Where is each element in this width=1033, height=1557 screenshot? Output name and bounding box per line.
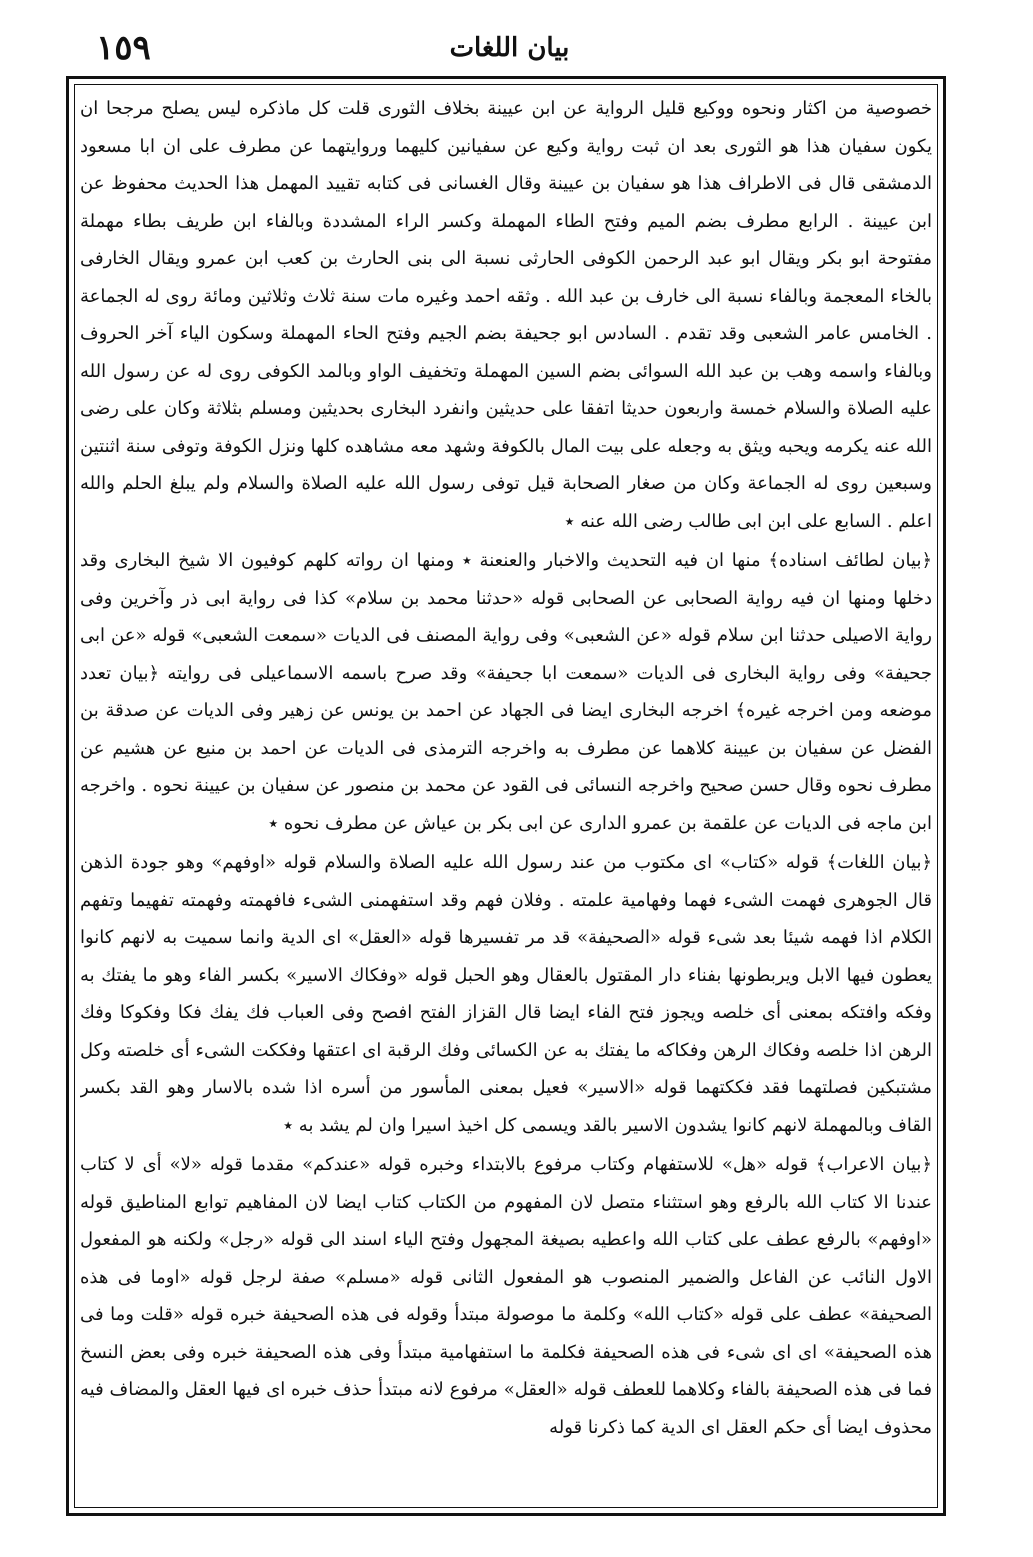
- page-header: [56, 24, 963, 72]
- paragraph-grammar: ﴿بيان الاعراب﴾ قوله «هل» للاستفهام وكتاب مرفوع بالابتداء وخبره قوله «عندكم» مقدما قوله «لا» أى لا كتاب عندنا الا كتاب الله بالرفع وهو استثناء متصل لان المفهوم من الكتاب كتاب ايضا لان المفاهيم توابع المناطيق قوله «اوفهم» بالرفع عطف على كتاب الله واعطيه بصيغة المجهول وفتح الياء اسند الى قوله «رجل» ولكنه هو المفعول الاول النائب عن الفاعل والضمير المنصوب هو المفعول الثانى قوله «مسلم» صفة لرجل قوله «اوما فى هذه الصحيفة» عطف على قوله «كتاب الله» وكلمة ما موصولة مبتدأ وقوله فى هذه الصحيفة خبره قوله «قلت وما فى هذه الصحيفة» اى اى شىء فى هذه الصحيفة فكلمة ما استفهامية مبتدأ وفى هذه الصحيفة خبره وفى بعض النسخ فما فى هذه الصحيفة بالفاء وكلاهما للعطف قوله «العقل» مرفوع لانه مبتدأ حذف خبره اى فيها العقل والمضاف فيه محذوف ايضا أى حكم العقل اى الدية كما ذكرنا قوله: [80, 1154, 932, 1438]
- page-body: [80, 90, 932, 1500]
- page-title: بيان اللغات: [449, 33, 570, 63]
- page-number: ١٥٩: [96, 28, 151, 68]
- paragraph-isnad-subtleties: ﴿بيان لطائف اسناده﴾ منها ان فيه التحديث والاخبار والعنعنة ٭ ومنها ان رواته كلهم كوفيون الا شيخ البخارى وقد دخلها ومنها ان فيه رواية الصحابى عن الصحابى قوله «حدثنا محمد بن سلام» كذا فى رواية ابى ذر وآخرين وفى رواية الاصيلى حدثنا ابن سلام قوله «عن الشعبى» وفى رواية المصنف فى الديات «سمعت الشعبى» قوله «عن ابى جحيفة» وفى رواية البخارى فى الديات «سمعت ابا جحيفة» وقد صرح باسمه الاسماعيلى فى روايته ﴿بيان تعدد موضعه ومن اخرجه غيره﴾ اخرجه البخارى ايضا فى الجهاد عن احمد بن يونس عن زهير وفى الديات عن صدقة بن الفضل عن سفيان بن عيينة كلاهما عن مطرف به واخرجه الترمذى فى الديات عن احمد بن منيع عن هشيم عن مطرف نحوه وقال حسن صحيح واخرجه النسائى فى القود عن محمد بن منصور عن سفيان بن عيينة نحوه . واخرجه ابن ماجه فى الديات عن علقمة بن عمرو الدارى عن ابى بكر بن عياش عن مطرف نحوه ٭: [80, 550, 932, 834]
- paragraph-narrators: خصوصية من اكثار ونحوه ووكيع قليل الرواية عن ابن عيينة بخلاف الثورى قلت كل ماذكره ليس يصلح مرجحا ان يكون سفيان هذا هو الثورى بعد ان ثبت رواية وكيع عن سفيانين كليهما وروايتهما عن مطرف على ان ابا مسعود الدمشقى قال فى الاطراف هذا هو سفيان بن عيينة وقال الغسانى فى كتابه تقييد المهمل هذا الحديث محفوظ عن ابن عيينة . الرابع مطرف بضم الميم وفتح الطاء المهملة وكسر الراء المشددة وبالفاء ابن طريف بطاء مهملة مفتوحة ابو بكر ويقال ابو عبد الرحمن الكوفى الحارثى نسبة الى بنى الحارث بن كعب ابن عمرو ويقال الخارفى بالخاء المعجمة وبالفاء نسبة الى خارف بن عبد الله . وثقه احمد وغيره مات سنة ثلاث وثلاثين ومائة روى له الجماعة . الخامس عامر الشعبى وقد تقدم . السادس ابو جحيفة بضم الجيم وفتح الحاء المهملة وسكون الياء آخر الحروف وبالفاء واسمه وهب بن عبد الله السوائى بضم السين المهملة وتخفيف الواو وبالمد الكوفى روى له عن رسول الله عليه الصلاة والسلام خمسة واربعون حديثا اتفقا على حديثين وانفرد البخارى بحديثين ومسلم بثلاثة وكان على رضى الله عنه يكرمه ويحبه ويثق به وجعله على بيت المال بالكوفة وشهد معه مشاهده كلها ونزل الكوفة وتوفى سنة اثنتين وسبعين روى له الجماعة وكان من صغار الصحابة قيل توفى رسول الله عليه الصلاة والسلام ولم يبلغ الحلم والله اعلم . السابع على ابن ابى طالب رضى الله عنه ٭: [80, 98, 932, 532]
- paragraph-lexicon: ﴿بيان اللغات﴾ قوله «كتاب» اى مكتوب من عند رسول الله عليه الصلاة والسلام قوله «اوفهم» وهو جودة الذهن قال الجوهرى فهمت الشىء فهما وفهامية علمته . وفلان فهم وقد استفهمنى الشىء فافهمته وفهمته تفهيما وتفهم الكلام اذا فهمه شيئا بعد شىء قوله «الصحيفة» قد مر تفسيرها قوله «العقل» اى الدية وانما سميت به لانهم كانوا يعطون فيها الابل ويربطونها بفناء دار المقتول بالعقال وهو الحبل قوله «وفكاك الاسير» بكسر الفاء وهو ما يفتك به وفكه وافتكه بمعنى أى خلصه ويجوز فتح الفاء ايضا قال القزاز الفتح افصح وفى العباب فك يفك فكا وفكوكا وفك الرهن اذا خلصه وفكاك الرهن وفكاكه ما يفتك به عن الكسائى وفك الرقبة اى اعتقها وفككت الشىء أى خلصته وكل مشتبكين فصلتهما فقد فككتهما قوله «الاسير» فعيل بمعنى المأسور من أسره اذا شده بالاسار وهو القد بكسر القاف وبالمهملة لانهم كانوا يشدون الاسير بالقد ويسمى كل اخيذ اسيرا وان لم يشد به ٭: [80, 852, 932, 1136]
